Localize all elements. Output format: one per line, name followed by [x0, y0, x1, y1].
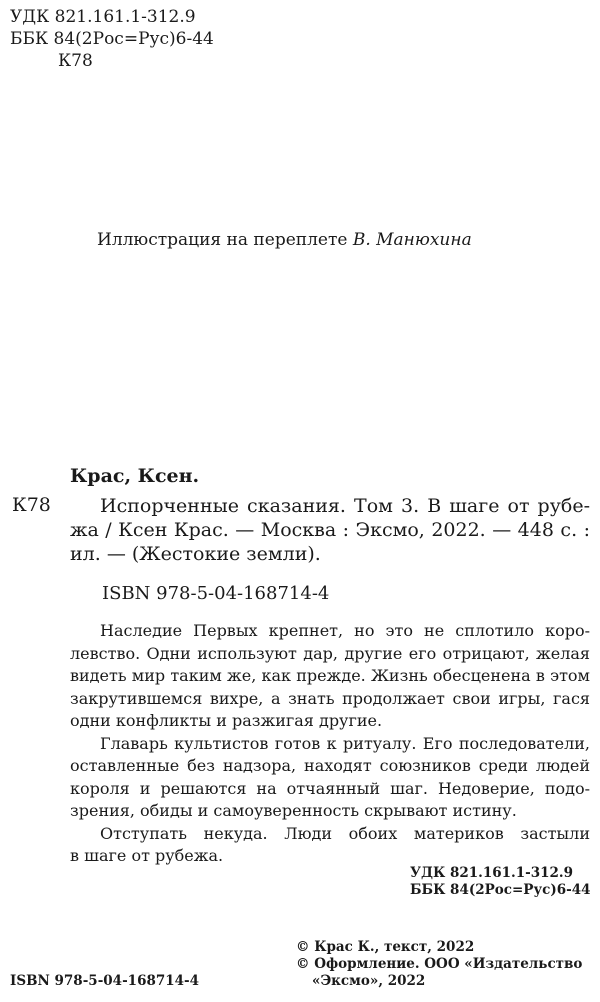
- annotation-line: Наследие Первых крепнет, но это не сплотило коро-: [100, 621, 590, 640]
- bbk-code: ББК 84(2Рос=Рус)6-44: [10, 29, 214, 49]
- annotation-line: Главарь культистов готов к ритуалу. Его последователи,: [100, 733, 590, 753]
- copyright-design: © Оформление. ООО «Издательство: [296, 956, 583, 972]
- copyright-block: [296, 939, 582, 990]
- bibliographic-description: [70, 494, 590, 566]
- copyright-design-cont: «Эксмо», 2022: [312, 973, 426, 989]
- footer-bbk-code: ББК 84(2Рос=Рус)6-44: [410, 882, 591, 898]
- footer-udk-code: УДК 821.161.1-312.9: [410, 865, 573, 881]
- author-mark: К78: [58, 51, 93, 71]
- annotation-line: видеть мир таким же, как прежде. Жизнь обесценена в этом: [70, 666, 590, 685]
- isbn-main: ISBN 978-5-04-168714-4: [102, 583, 330, 604]
- illustration-label: Иллюстрация на переплете: [97, 230, 348, 250]
- isbn-footer: ISBN 978-5-04-168714-4: [10, 973, 200, 989]
- bibliographic-line: ил. — (Жестокие земли).: [70, 543, 321, 565]
- annotation-line: в шаге от рубежа.: [70, 846, 224, 865]
- annotation-line: одни конфликты и разжигая другие.: [70, 711, 383, 730]
- udk-code: УДК 821.161.1-312.9: [10, 7, 196, 27]
- author-heading: Крас, Ксен.: [70, 465, 200, 487]
- annotation-line: закрутившемся вихре, а знать продолжает свои игры, гася: [70, 688, 590, 708]
- annotation: [70, 620, 590, 868]
- bibliographic-line: Испорченные сказания. Том 3. В шаге от рубе-: [100, 495, 590, 517]
- bibliographic-author-mark: К78: [12, 494, 51, 516]
- annotation-line: Отступать некуда. Люди обоих материков застыли: [100, 823, 590, 843]
- illustration-artist: В. Манюхина: [352, 230, 472, 250]
- footer-classification-codes: [410, 865, 591, 899]
- annotation-line: левство. Одни используют дар, другие его отрицают, желая: [70, 643, 590, 663]
- bibliographic-line: жа / Ксен Крас. — Москва : Эксмо, 2022. — 448 с. :: [70, 519, 590, 541]
- illustration-credit: [97, 230, 472, 250]
- header-classification-codes: [10, 6, 214, 72]
- annotation-line: зрения, обиды и самоуверенность скрывают истину.: [70, 801, 517, 820]
- copyright-text: © Крас К., текст, 2022: [296, 939, 475, 955]
- annotation-line: оставленные без надзора, находят союзников среди людей: [70, 756, 590, 775]
- annotation-line: короля и решаются на отчаянный шаг. Недоверие, подо-: [70, 778, 590, 798]
